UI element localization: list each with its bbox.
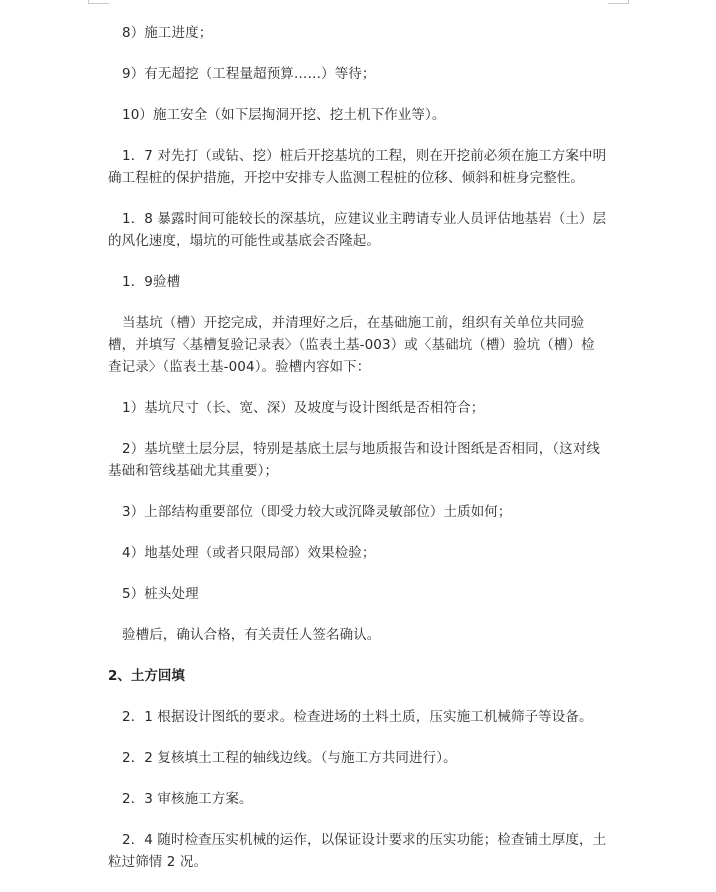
page-corner-mark-right bbox=[608, 0, 629, 4]
paragraph-1-9-title: 1．9验槽 bbox=[122, 274, 181, 290]
paragraph-progress: 8）施工进度； bbox=[122, 25, 213, 41]
paragraph-item-4: 4）地基处理（或者只限局部）效果检验； bbox=[122, 545, 376, 561]
paragraph-1-7: 1．7 对先打（或钻、挖）桩后开挖基坑的工程，则在开挖前必须在施工方案中明确工程桩的保护措施，开挖中安排专人监测工程桩的位移、倾斜和桩身完整性。 bbox=[108, 148, 607, 186]
paragraph-confirmation: 验槽后，确认合格，有关责任人签名确认。 bbox=[122, 627, 381, 643]
paragraph-item-2: 2）基坑壁土层分层，特别是基底土层与地质报告和设计图纸是否相同，（这对线基础和管线基础尤其重要）； bbox=[108, 441, 600, 479]
section-heading-backfill: 2、土方回填 bbox=[108, 668, 185, 684]
paragraph-2-4: 2．4 随时检查压实机械的运作，以保证设计要求的压实功能；检查铺土厚度，土粒过筛情 2 况。 bbox=[108, 832, 607, 870]
paragraph-2-3: 2．3 审核施工方案。 bbox=[122, 791, 253, 807]
paragraph-inspection-intro: 当基坑（槽）开挖完成，并清理好之后，在基础施工前，组织有关单位共同验槽，并填写〈基槽复验记录表〉（监表土基-003）或〈基础坑（槽）验坑（槽）检查记录〉（监表土基-004）。验槽内容如下： bbox=[108, 315, 595, 375]
paragraph-overdig: 9）有无超挖（工程量超预算……）等待； bbox=[122, 66, 376, 82]
paragraph-2-1: 2．1 根据设计图纸的要求。检查进场的土料土质，压实施工机械筛子等设备。 bbox=[122, 709, 593, 725]
paragraph-item-1: 1）基坑尺寸（长、宽、深）及坡度与设计图纸是否相符合； bbox=[122, 400, 485, 416]
paragraph-item-3: 3）上部结构重要部位（即受力较大或沉降灵敏部位）土质如何； bbox=[122, 504, 512, 520]
document-body bbox=[108, 22, 608, 892]
paragraph-safety: 10）施工安全（如下层掏洞开挖、挖土机下作业等）。 bbox=[122, 107, 446, 123]
paragraph-item-5: 5）桩头处理 bbox=[122, 586, 199, 602]
paragraph-2-2: 2．2 复核填土工程的轴线边线。（与施工方共同进行）。 bbox=[122, 750, 457, 766]
paragraph-1-8: 1．8 暴露时间可能较长的深基坑，应建议业主聘请专业人员评估地基岩（土）层的风化速度，塌坑的可能性或基底会否隆起。 bbox=[108, 211, 607, 249]
page-corner-mark-left bbox=[88, 0, 109, 4]
